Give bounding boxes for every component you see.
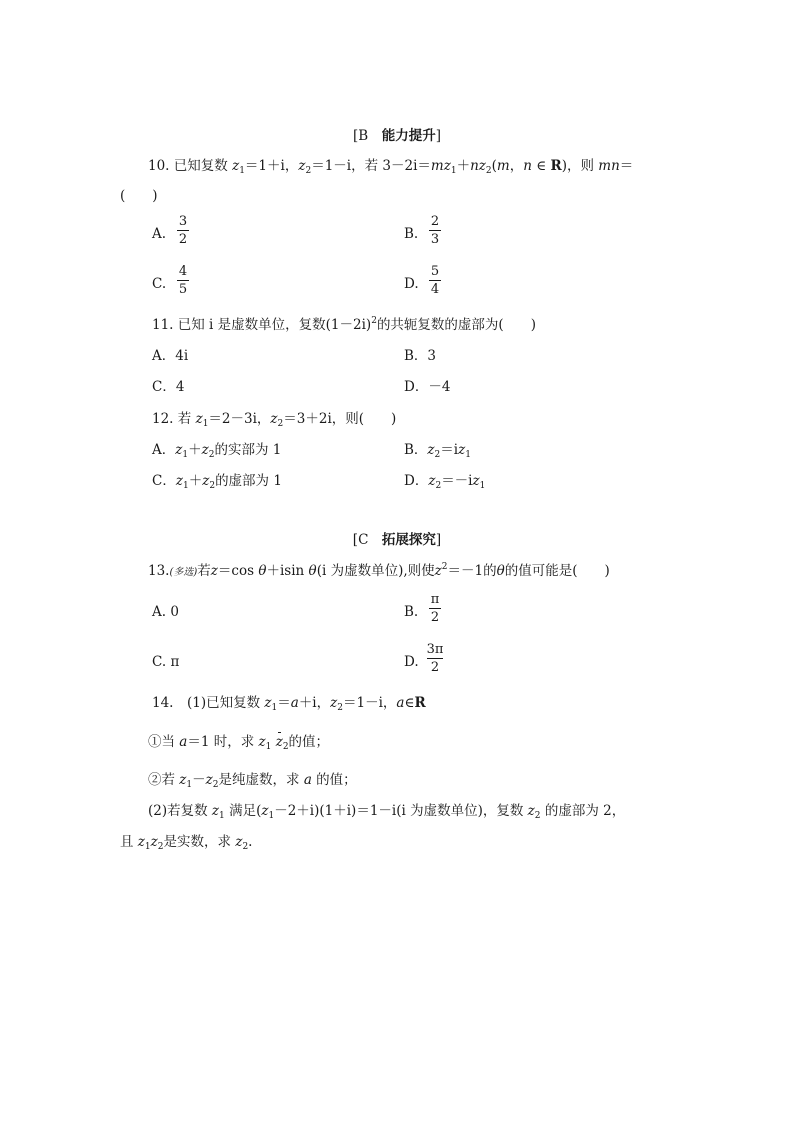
q13-option-c: C. π (152, 654, 180, 670)
q13-option-d-letter: D. (404, 654, 419, 670)
q11-option-d: D．－4 (404, 379, 451, 395)
q14-part2-cont: 且 $z_1z_2$是实数，求 $z_2$. (120, 834, 253, 852)
q13-option-b-letter: B. (404, 604, 419, 620)
q12-stem: 12. 若 $z_1=2-3i$，$z_2=3+2i$，则( ) (152, 411, 397, 429)
q10-option-a-letter: A. (152, 226, 167, 242)
q10-option-c-fraction: 4 5 (178, 264, 188, 297)
q11-option-a: A．4i (152, 348, 189, 364)
q14-part1a: ①当 a＝1 时，求 $z_1$ $z_2$的值； (148, 734, 330, 752)
q10-option-b-letter: B. (404, 226, 419, 242)
q11-option-b: B．3 (404, 348, 437, 364)
q13-option-a: A. 0 (152, 604, 179, 620)
q10-stem: 10. 已知复数 $z_1=1+i$，$z_2=1-i$，若 $3-2i=mz_1+nz_2(m$，n ∈ R)，则 mn＝ (148, 158, 634, 176)
q14-part1b: ②若 $z_1-z_2$是纯虚数，求 a 的值； (148, 772, 357, 790)
q14-part2: (2)若复数 $z_1$ 满足$(z_1-2+i)(1+i)=1-i(i$ 为虚数单位)，复数 $z_2$ 的虚部为 2， (148, 803, 626, 821)
q12-option-b: B．$z_2=iz_1$ (404, 442, 471, 460)
q13-option-d-fraction: 3π 2 (426, 642, 444, 675)
q13-option-b-fraction: π 2 (430, 592, 440, 625)
section-b-title: [B 能力提升] (353, 128, 441, 144)
q12-option-d: D．$z_2=-iz_1$ (404, 473, 486, 491)
q13-stem: 13.(多选)若z＝cos θ＋isin θ(i 为虚数单位),则使$z^2=-1$的θ的值可能是( ) (148, 562, 610, 579)
section-c-title: [C 拓展探究] (352, 532, 442, 548)
q11-option-c: C．4 (152, 379, 185, 395)
q10-paren: ( ) (120, 188, 158, 204)
q10-option-a-fraction: 3 2 (178, 214, 188, 247)
q12-option-a: A．$z_1+z_2$的实部为 1 (152, 442, 282, 460)
q10-option-d-letter: D. (404, 276, 419, 292)
q12-option-c: C．$z_1+z_2$的虚部为 1 (152, 473, 282, 491)
q10-option-b-fraction: 2 3 (430, 214, 440, 247)
q14-part1: 14. (1)已知复数 $z_1=a+i$，$z_2=1-i$，a∈R (152, 695, 426, 713)
q10-option-c-letter: C. (152, 276, 167, 292)
q11-stem: 11. 已知 i 是虚数单位，复数$(1-2i)^2$的共轭复数的虚部为( ) (152, 316, 536, 333)
q10-option-d-fraction: 5 4 (430, 264, 440, 297)
